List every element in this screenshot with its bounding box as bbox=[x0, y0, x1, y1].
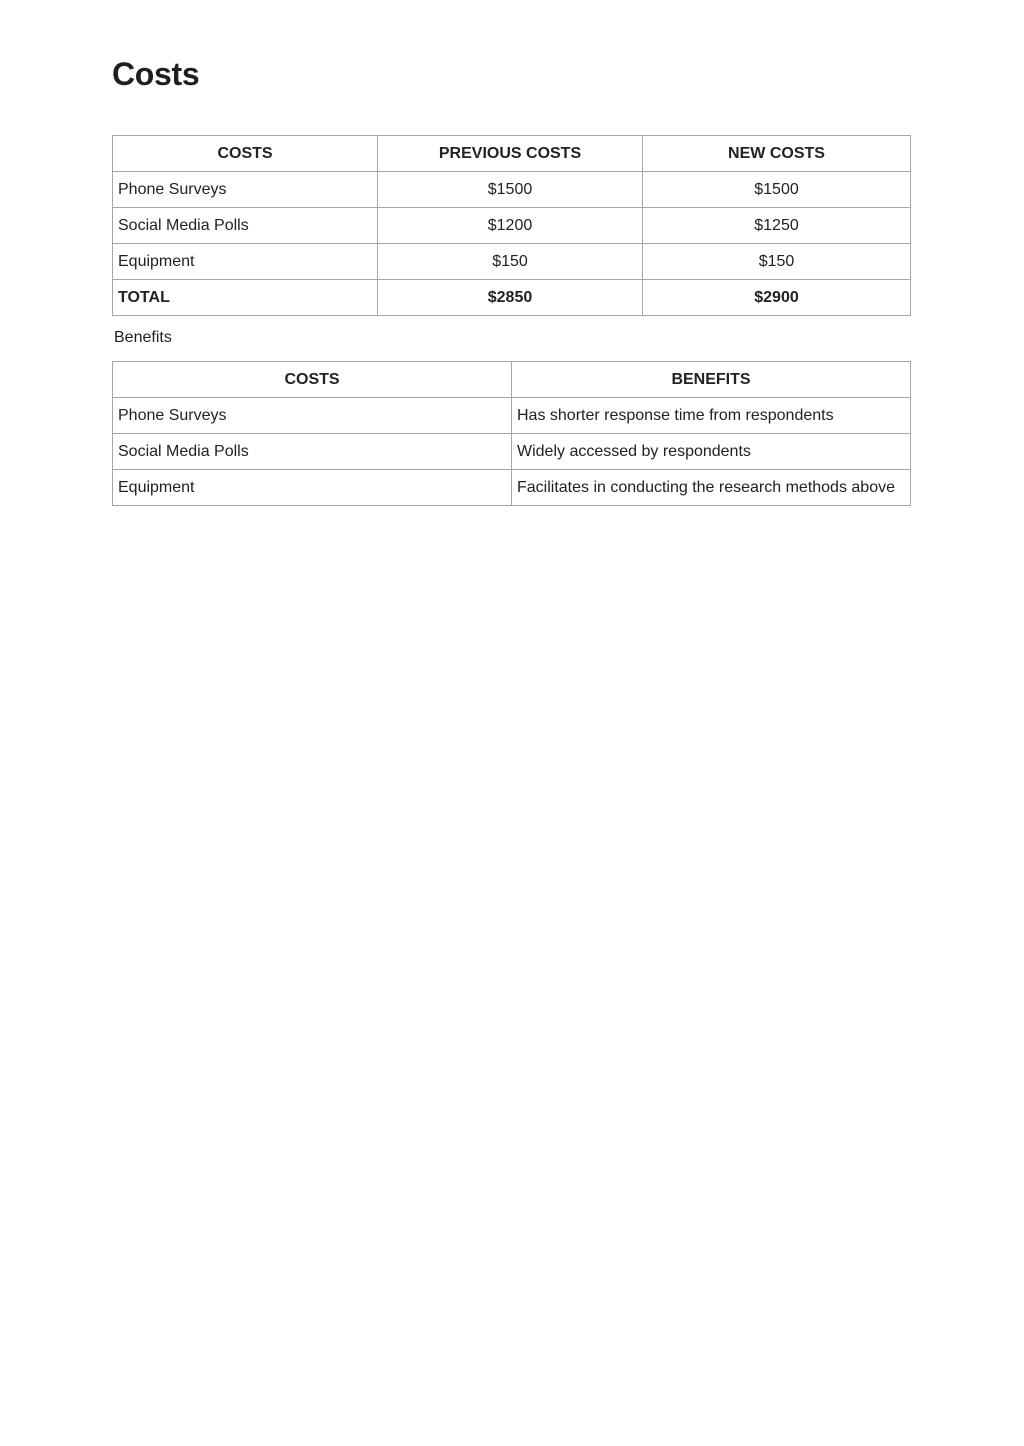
column-header-costs: COSTS bbox=[113, 362, 512, 398]
table-header-row bbox=[113, 136, 911, 172]
previous-cost: $150 bbox=[378, 244, 643, 280]
benefit-text: Facilitates in conducting the research methods above bbox=[512, 470, 911, 506]
costs-table bbox=[112, 135, 911, 316]
cost-item: Social Media Polls bbox=[113, 208, 378, 244]
table-row bbox=[113, 208, 911, 244]
benefit-text: Has shorter response time from respondents bbox=[512, 398, 911, 434]
new-cost: $1250 bbox=[643, 208, 911, 244]
table-row bbox=[113, 244, 911, 280]
table-row bbox=[113, 398, 911, 434]
cost-item: Phone Surveys bbox=[113, 172, 378, 208]
total-row bbox=[113, 280, 911, 316]
table-row bbox=[113, 434, 911, 470]
column-header-benefits: BENEFITS bbox=[512, 362, 911, 398]
table-header-row bbox=[113, 362, 911, 398]
cost-item: Social Media Polls bbox=[113, 434, 512, 470]
new-cost: $1500 bbox=[643, 172, 911, 208]
column-header-previous-costs: PREVIOUS COSTS bbox=[378, 136, 643, 172]
previous-cost: $1200 bbox=[378, 208, 643, 244]
new-cost: $150 bbox=[643, 244, 911, 280]
cost-item: Phone Surveys bbox=[113, 398, 512, 434]
total-label: TOTAL bbox=[113, 280, 378, 316]
total-new-cost: $2900 bbox=[643, 280, 911, 316]
benefit-text: Widely accessed by respondents bbox=[512, 434, 911, 470]
table-row bbox=[113, 172, 911, 208]
previous-cost: $1500 bbox=[378, 172, 643, 208]
column-header-costs: COSTS bbox=[113, 136, 378, 172]
table-row bbox=[113, 470, 911, 506]
total-previous-cost: $2850 bbox=[378, 280, 643, 316]
benefits-label: Benefits bbox=[114, 329, 172, 346]
benefits-table bbox=[112, 361, 911, 506]
page-title: Costs bbox=[112, 56, 200, 92]
column-header-new-costs: NEW COSTS bbox=[643, 136, 911, 172]
cost-item: Equipment bbox=[113, 244, 378, 280]
cost-item: Equipment bbox=[113, 470, 512, 506]
